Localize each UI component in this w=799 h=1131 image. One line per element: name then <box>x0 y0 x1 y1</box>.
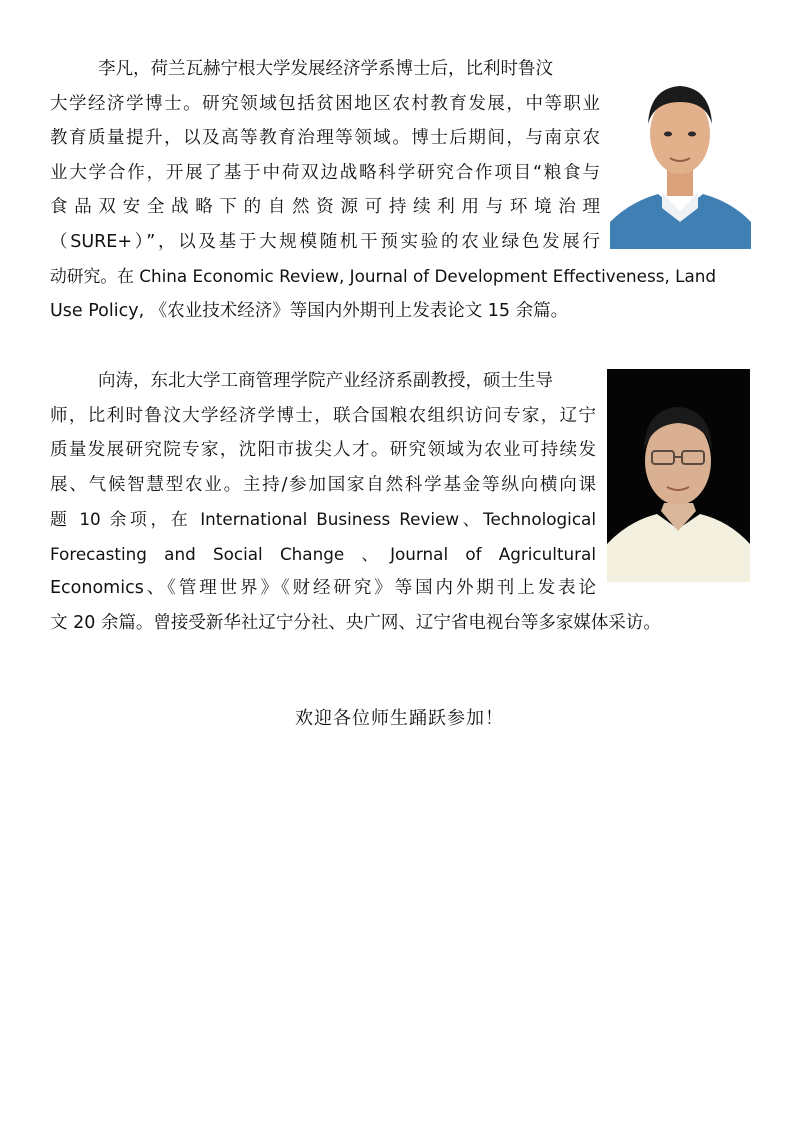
bio-line: 质量发展研究院专家，沈阳市拔尖人才。研究领域为农业可持续发 <box>50 440 596 460</box>
closing-invitation: 欢迎各位师生踊跃参加！ <box>295 708 504 729</box>
bio-line: 业大学合作，开展了基于中荷双边战略科学研究合作项目“粮食与 <box>50 162 600 183</box>
bio-line: 展、气候智慧型农业。主持/参加国家自然科学基金等纵向横向课 <box>50 474 596 495</box>
bio-line: 食品双安全战略下的自然资源可持续利用与环境治理 <box>50 197 600 217</box>
bio-line: 李凡，荷兰瓦赫宁根大学发展经济学系博士后，比利时鲁汶 <box>98 59 553 79</box>
bio-line: 大学经济学博士。研究领域包括贫困地区农村教育发展，中等职业 <box>50 93 600 114</box>
bio-line: 师，比利时鲁汶大学经济学博士，联合国粮农组织访问专家，辽宁 <box>50 405 596 426</box>
bio-line: 教育质量提升，以及高等教育治理等领域。博士后期间，与南京农 <box>50 128 600 148</box>
bio-line: 动研究。在 China Economic Review, Journal of Development Effectiveness, Land <box>50 266 717 286</box>
portrait-li-fan-image <box>610 62 751 249</box>
bio-line: 文 20 余篇。曾接受新华社辽宁分社、央广网、辽宁省电视台等多家媒体采访。 <box>50 612 661 633</box>
portrait-xiang-tao-image <box>607 369 750 582</box>
bio-line: Forecasting and Social Change 、Journal of Agricultural <box>50 543 596 564</box>
bio-line: （SURE+）”，以及基于大规模随机干预实验的农业绿色发展行 <box>50 231 600 252</box>
portrait-li-fan <box>610 62 751 249</box>
bio-line: 向涛，东北大学工商管理学院产业经济系副教授，硕士生导 <box>98 371 553 391</box>
portrait-xiang-tao <box>607 369 750 582</box>
bio-line: Use Policy, 《农业技术经济》等国内外期刊上发表论文 15 余篇。 <box>50 300 569 321</box>
bio-line: Economics、《管理世界》《财经研究》等国内外期刊上发表论 <box>50 578 596 598</box>
bio-line: 题 10 余项，在 International Business Review、Technological <box>50 509 596 529</box>
